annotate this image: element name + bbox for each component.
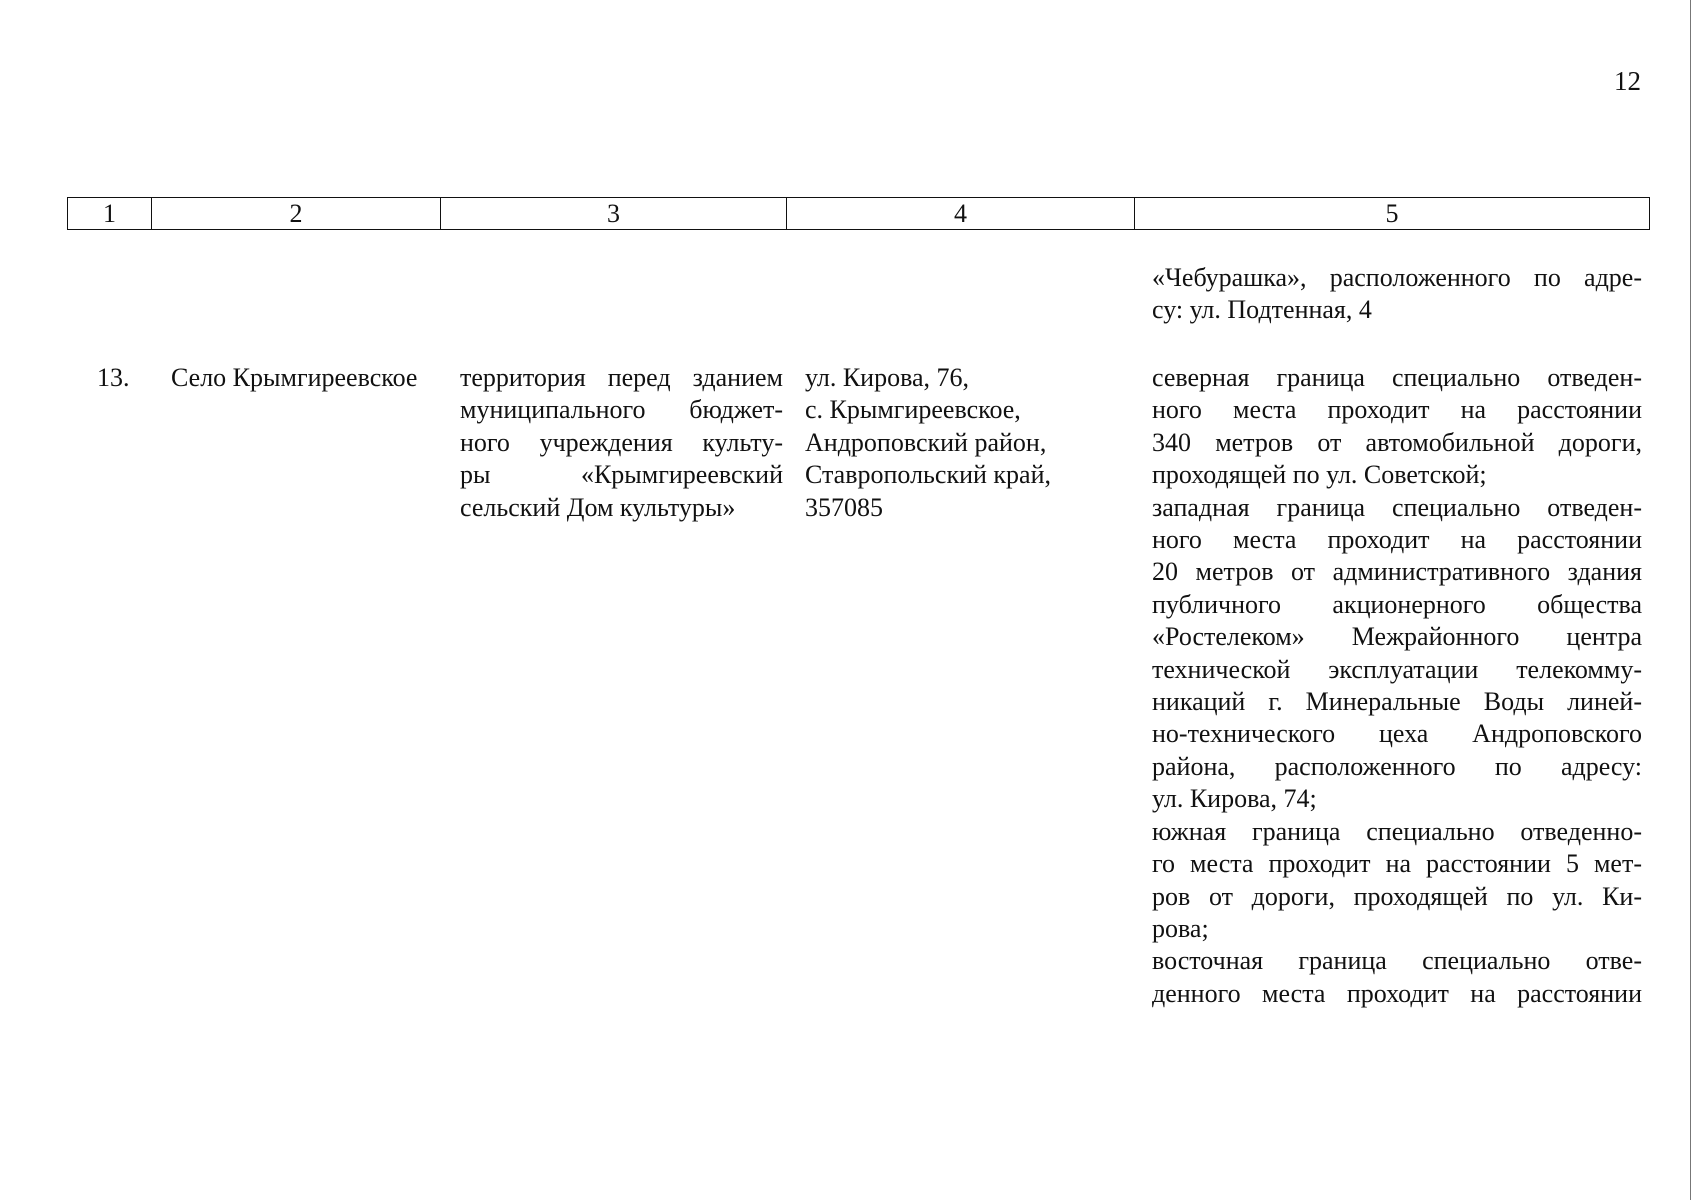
text-line: публичного акционерного общества — [1152, 589, 1642, 619]
text-line: ул. Кирова, 74; — [1152, 784, 1317, 814]
address — [805, 362, 1135, 524]
text-line: 20 метров от административного здания — [1152, 557, 1642, 587]
text-line: «Ростелеком» Межрайонного центра — [1152, 622, 1642, 652]
text-line: западная граница специально отведен- — [1152, 492, 1642, 522]
header-col-3: 3 — [441, 198, 787, 230]
text-line: проходящей по ул. Советской; — [1152, 460, 1487, 490]
header-col-1: 1 — [68, 198, 152, 230]
row-number: 13. — [97, 363, 130, 392]
header-col-4: 4 — [787, 198, 1135, 230]
text-line: Андроповский район, — [805, 427, 1047, 457]
text-line: территория перед зданием — [460, 363, 783, 392]
text-line: 357085 — [805, 492, 883, 522]
text-line: рова; — [1152, 913, 1209, 943]
text-line: ного учреждения культу- — [460, 427, 783, 457]
text-line: сельский Дом культуры» — [460, 492, 736, 522]
text-line: 340 метров от автомобильной дороги, — [1152, 427, 1642, 457]
text-line: района, расположенного по адресу: — [1152, 751, 1642, 781]
text-line: ры «Крымгиреевский — [460, 460, 783, 490]
text-line: муниципального бюджет- — [460, 395, 783, 425]
text-line: южная граница специально отведенно- — [1152, 816, 1642, 846]
continuation-col5 — [1152, 262, 1642, 327]
text-line: но-технического цеха Андроповского — [1152, 719, 1642, 749]
text-line: ного места проходит на расстоянии — [1152, 525, 1642, 555]
text-line: восточная граница специально отве- — [1152, 946, 1642, 976]
settlement-name: Село Крымгиреевское — [171, 363, 418, 392]
text-line: северная граница специально отведен- — [1152, 363, 1642, 392]
header-col-5: 5 — [1135, 198, 1650, 230]
location-description — [460, 362, 783, 524]
text-line: денного места проходит на расстоянии — [1152, 978, 1642, 1008]
text-line: Ставропольский край, — [805, 460, 1051, 490]
text-line: технической эксплуатации телекомму- — [1152, 654, 1642, 684]
text-line: ул. Кирова, 76, — [805, 363, 970, 392]
text-line: с. Крымгиреевское, — [805, 395, 1021, 425]
page-number: 12 — [1614, 66, 1641, 96]
page-edge-divider — [1690, 0, 1691, 1200]
text-line: «Чебурашка», расположенного по адре- — [1152, 263, 1642, 292]
text-line: го места проходит на расстоянии 5 мет- — [1152, 849, 1642, 879]
header-col-2: 2 — [152, 198, 441, 230]
column-number-header — [67, 197, 1650, 230]
text-line: никаций г. Минеральные Воды линей- — [1152, 687, 1642, 717]
text-line: ного места проходит на расстоянии — [1152, 395, 1642, 425]
text-line: ров от дороги, проходящей по ул. Ки- — [1152, 881, 1642, 911]
boundaries-description — [1152, 362, 1642, 1010]
text-line: су: ул. Подтенная, 4 — [1152, 295, 1372, 325]
